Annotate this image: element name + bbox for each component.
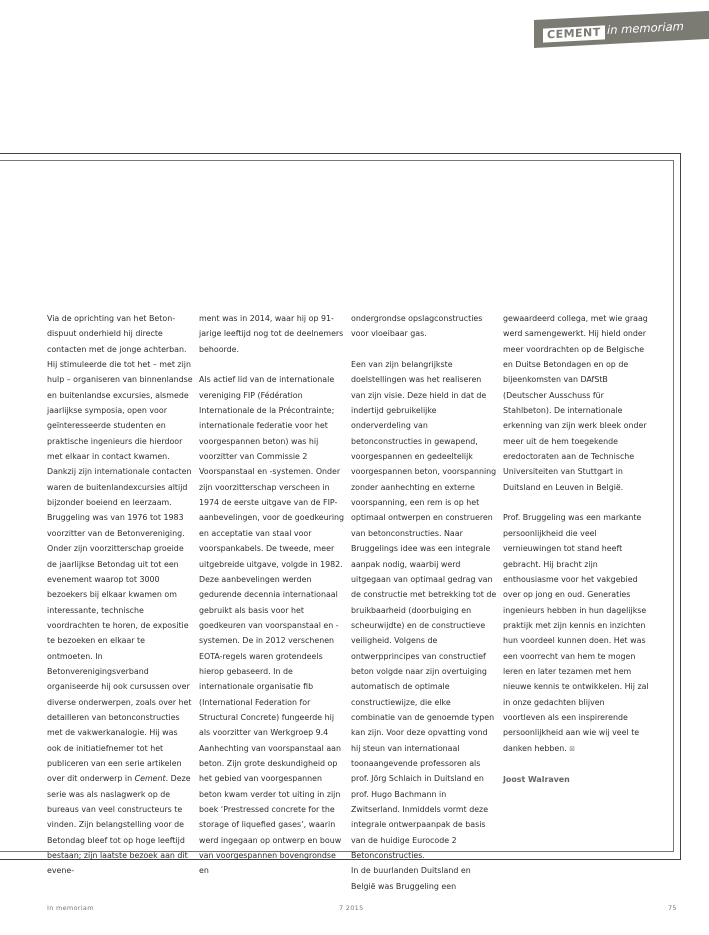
paragraph: Als actief lid van de internationale vereniging FIP (Fédération Internationale de la Précontrainte; internationale federatie voor het voorgespannen beton) was hij voorzitter van Commissie 2 Voorspanstaal en -systemen. Onder zijn voorzitterschap verscheen in 1974 de eerste uitgave van de FIP-aanbevelingen, voor de goedkeuring en acceptatie van staal voor voorspankabels. De tweede, meer uitgebreide uitgave, volgde in 1982. Deze aanbevelingen werden gedurende decennia internationaal gebruikt als basis voor het goedkeuren van voorspanstaal en -systemen. De in 2012 verschenen EOTA-regels waren grotendeels hierop gebaseerd. In de internationale organisatie fib (International Federation for Structural Concrete) fungeerde hij als voorzitter van Werkgroep 9.4 Aanhechting van voorspanstaal aan beton. Zijn grote deskundigheid op het gebied van voorgespannen beton kwam verder tot uiting in zijn boek ‘Prestressed concrete for the storage of liquefied gases’, waarin werd ingegaan op ontwerp en bouw van voorgespannen bovengrondse en [199,375,345,876]
column-2 [199,311,345,879]
paragraph: Een van zijn belangrijkste doelstellingen was het realiseren van zijn visie. Deze hield in dat de indertijd gebruikelijke onderverdeling van betonconstructies in gewapend, voorgespannen en gedeeltelijk voorgespannen beton, voorspanning zonder aanhechting en externe voorspanning, een rem is op het optimaal ontwerpen en construeren van betonconstructies. Naar Bruggelings idee was een integrale aanpak nodig, waarbij werd uitgegaan van optimaal gedrag van de constructie met betrekking tot de bruikbaarheid (doorbuiging en scheurwijdte) en de constructieve veiligheid. Volgens de ontwerpprincipes van constructief beton volgde naar zijn overtuiging automatisch de optimale constructiewijze, die elke combinatie van de genoemde typen kan zijn. Voor deze opvatting vond hij steun van internationaal toonaangevende professoren als prof. Jörg Schlaich in Duitsland en prof. Hugo Bachmann in Zwitserland. Inmiddels vormt deze integrale ontwerpaanpak de basis van de huidige Eurocode 2 Betonconstructies. [351,360,497,861]
magazine-logo: CEMENT [543,25,605,42]
author-name: Joost Walraven [503,775,570,785]
paragraph: ment was in 2014, waar hij op 91-jarige leeftijd nog tot de deelnemers behoorde. [199,314,344,354]
paragraph-text: Prof. Bruggeling was een markante persoonlijkheid die veel vernieuwingen tot stand heeft gebracht. Hij bracht zijn enthousiasme voor het vakgebied over op jong en oud. Generaties ingenieurs hebben in hun dagelijkse praktijk met zijn kennis en inzichten hun voordeel kunnen doen. Het was een voorrecht van hem te mogen leren en later tezamen met hem nieuwe kennis te ontwikkelen. Hij zal in onze gedachten blijven voortleven als een inspirerende persoonlijkheid aan wie wij veel te danken hebben. [503,513,649,753]
column-3 [351,311,497,894]
paragraph [47,311,193,879]
paragraph: In de buurlanden Duitsland en België was Bruggeling een [351,866,471,891]
paragraph: gewaardeerd collega, met wie graag werd samengewerkt. Hij hield onder meer voordrachten op de Belgische en Duitse Betondagen en op de bijeenkomsten van DAfStB (Deutscher Ausschuss für Stahlbeton). De internationale erkenning van zijn werk bleek onder meer uit de hem toegekende eredoctoraten aan de Technische Universiteiten van Stuttgart in Duitsland en Leuven in België. [503,314,648,492]
paragraph-text: . Deze serie was als naslagwerk op de bureaus van veel constructeurs te vinden. Zijn belangstelling voor de Betondag bleef tot op hoge leeftijd bestaan; zijn laatste bezoek aan dit evene- [47,774,191,876]
magazine-name: Cement [134,774,166,784]
paragraph-text: Via de oprichting van het Beton-dispuut onderhield hij directe contacten met de jonge achterban. Hij stimuleerde die tot het – met zijn hulp – organiseren van binnenlandse en buitenlandse excursies, alsmede jaarlijkse symposia, open voor geïnteresseerde studenten en praktische ingenieurs die hierdoor met elkaar in contact kwamen. Dankzij zijn internationale contacten waren de buitenlandexcursies altijd bijzonder boeiend en leerzaam. Bruggeling was van 1976 tot 1983 voorzitter van de Betonvereniging. Onder zijn voorzitterschap groeide de jaarlijkse Betondag uit tot een evenement waarop tot 3000 bezoekers bij elkaar kwamen om interessante, technische voordrachten te horen, de expositie te bezoeken en elkaar te ontmoeten. In Betonverenigingsverband organiseerde hij ook cursussen over diverse onderwerpen, zoals over het detailleren van betonconstructies met de vakwerkanalogie. Hij was ook de initiatiefnemer tot het publiceren van een serie artikelen over dit onderwerp in [47,314,193,784]
section-title: in memoriam [607,18,684,38]
end-mark-icon: ⊠ [569,744,576,753]
page-number: 75 [668,904,677,912]
paragraph: ondergrondse opslagconstructies voor vloeibaar gas. [351,314,483,339]
column-4 [503,311,649,788]
footer-issue: 7 2015 [339,904,364,912]
column-1 [47,311,193,879]
footer-section: In memoriam [47,904,94,912]
paragraph [503,510,649,757]
